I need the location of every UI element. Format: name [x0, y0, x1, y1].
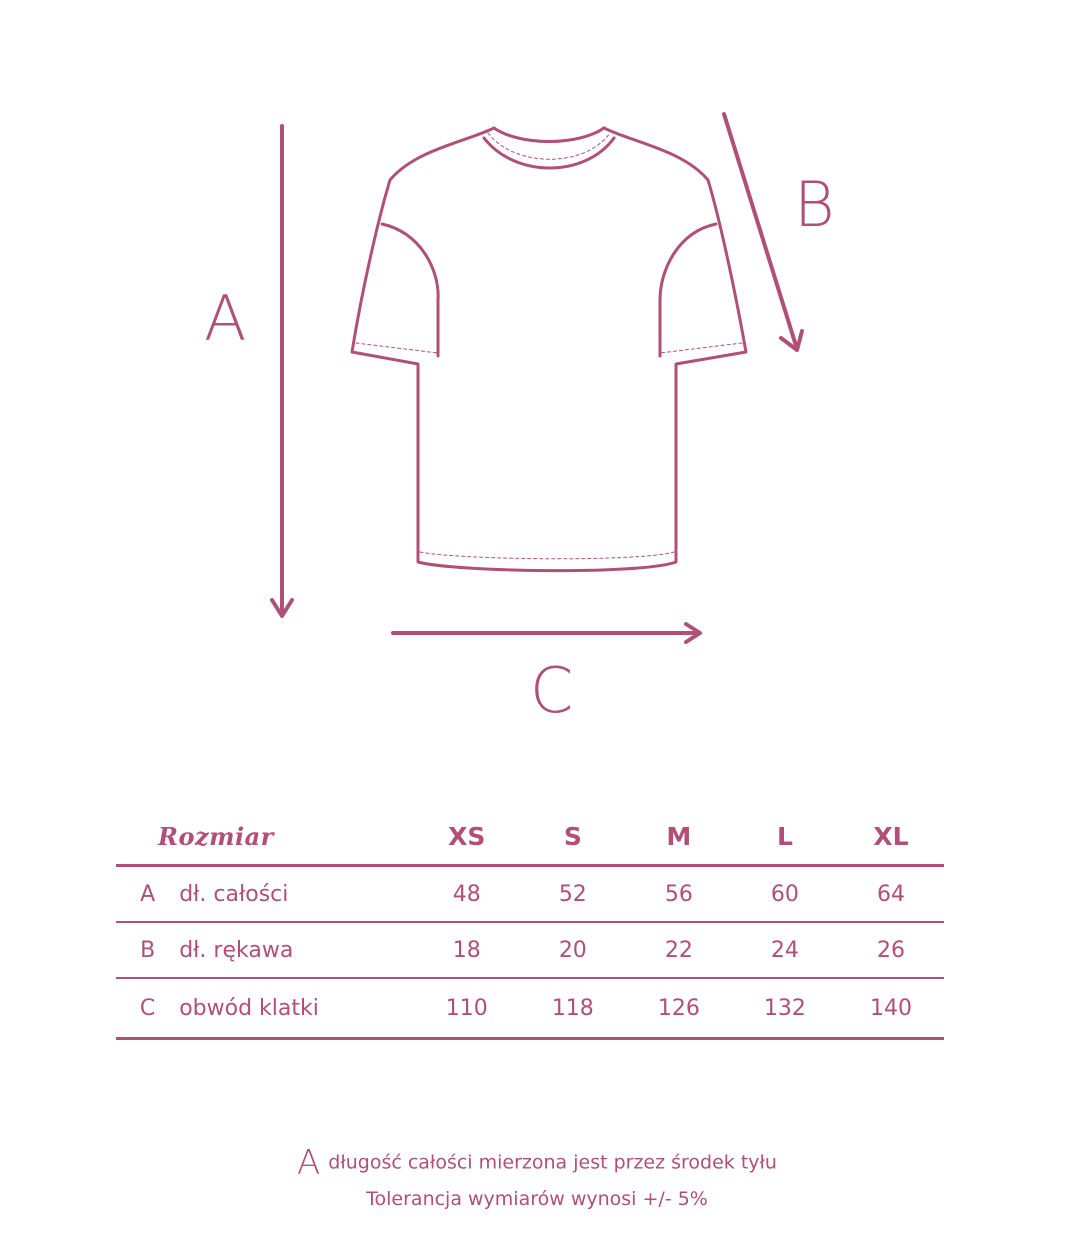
row-letter: C: [116, 978, 179, 1039]
table-cell: 22: [626, 922, 732, 978]
table-cell: 140: [838, 978, 944, 1039]
table-cell: 126: [626, 978, 732, 1039]
table-cell: 60: [732, 866, 838, 923]
size-header-xs: XS: [414, 808, 520, 866]
arrow-a: [272, 126, 292, 616]
size-header-m: M: [626, 808, 732, 866]
row-letter: A: [116, 866, 179, 923]
row-letter: B: [116, 922, 179, 978]
table-cell: 118: [520, 978, 626, 1039]
table-row: [116, 922, 944, 978]
table-cell: 52: [520, 866, 626, 923]
size-chart-table: [116, 808, 944, 1040]
table-cell: 26: [838, 922, 944, 978]
footnote-text: długość całości mierzona jest przez środek tyłu: [328, 1151, 777, 1174]
size-header-s: S: [520, 808, 626, 866]
arrow-c: [393, 624, 700, 642]
row-label: obwód klatki: [179, 978, 414, 1039]
table-cell: 56: [626, 866, 732, 923]
dimension-letter-b: B: [794, 168, 835, 241]
table-cell: 110: [414, 978, 520, 1039]
table-cell: 64: [838, 866, 944, 923]
table-row: [116, 978, 944, 1039]
table-row: [116, 866, 944, 923]
table-cell: 24: [732, 922, 838, 978]
size-header-xl: XL: [838, 808, 944, 866]
table-cell: 132: [732, 978, 838, 1039]
table-cell: 48: [414, 866, 520, 923]
row-label: dł. całości: [179, 866, 414, 923]
size-header-l: L: [732, 808, 838, 866]
dimension-letter-c: C: [530, 654, 574, 727]
arrow-b: [724, 114, 802, 350]
row-label: dł. rękawa: [179, 922, 414, 978]
footnote: [0, 1140, 1074, 1210]
size-header-title: Rozmiar: [116, 808, 414, 866]
table-cell: 18: [414, 922, 520, 978]
table-header-row: [116, 808, 944, 866]
footnote-measure-note: [0, 1140, 1074, 1184]
footnote-tolerance: Tolerancja wymiarów wynosi +/- 5%: [366, 1188, 708, 1210]
tshirt-stitching: [356, 133, 742, 559]
table-cell: 20: [520, 922, 626, 978]
dimension-letter-a: A: [204, 282, 247, 355]
footnote-letter: A: [297, 1142, 321, 1183]
